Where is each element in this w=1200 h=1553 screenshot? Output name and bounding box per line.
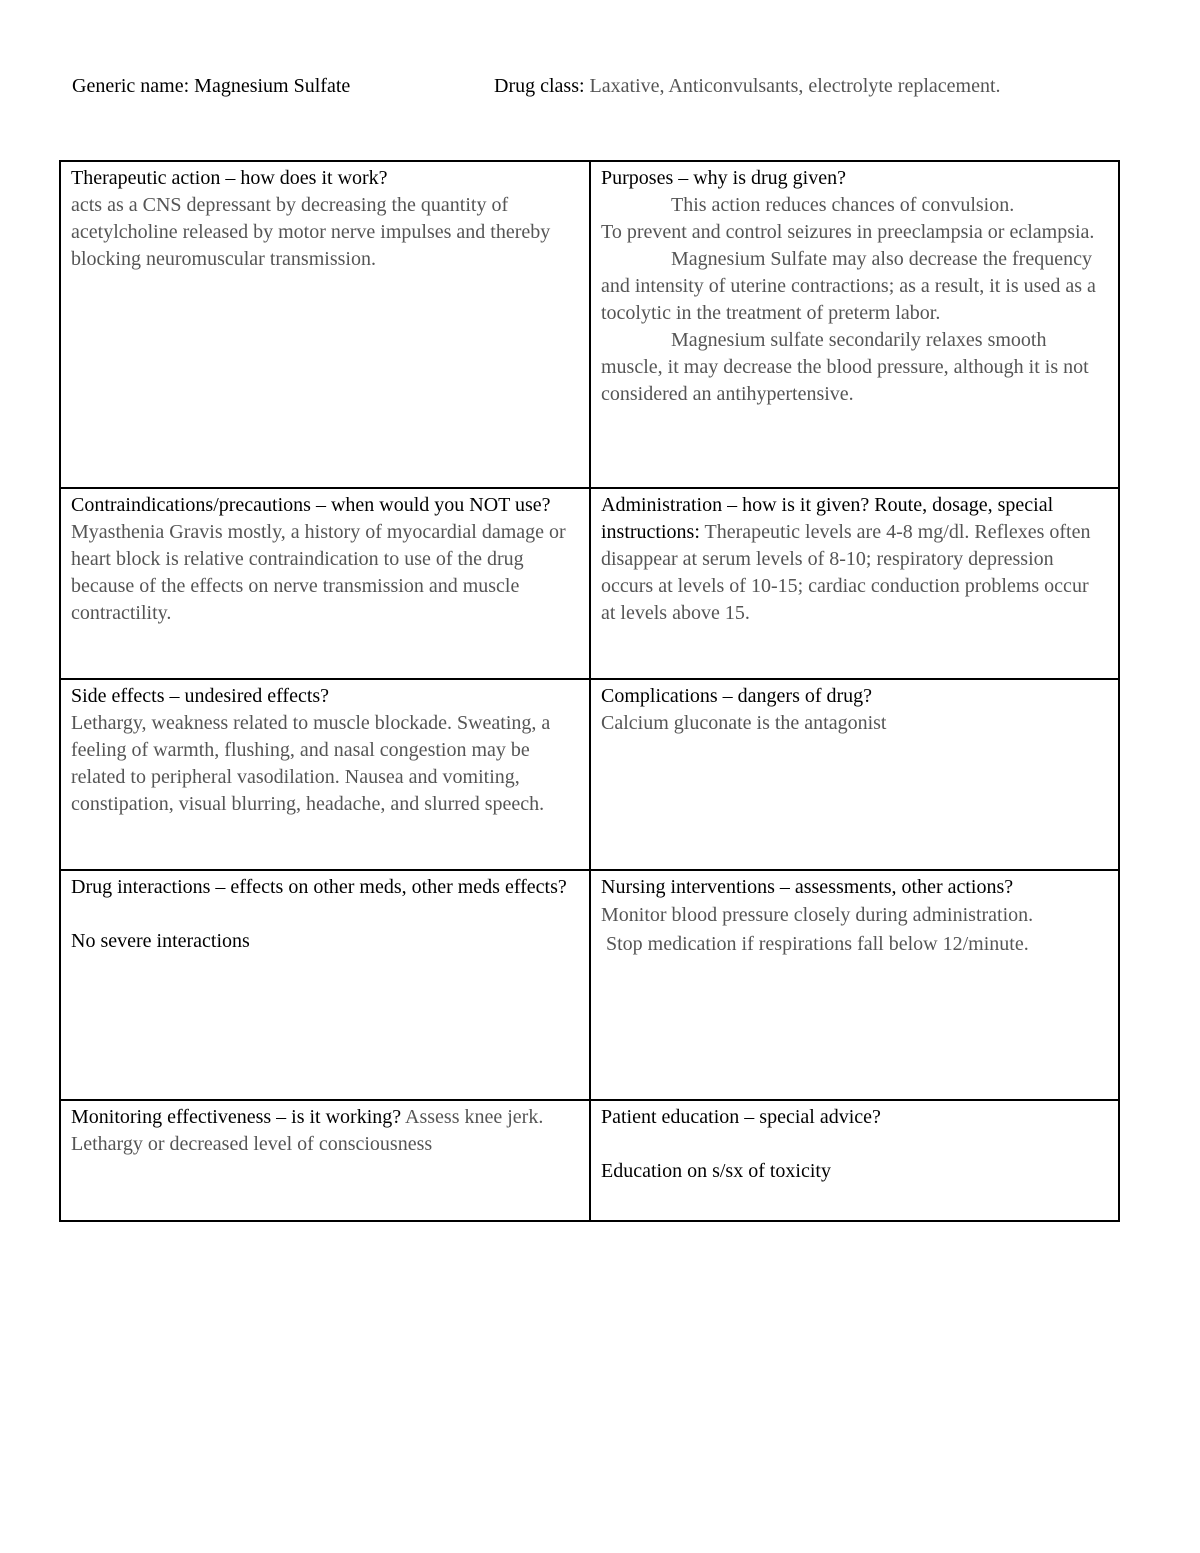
therapeutic-action-cell (60, 161, 590, 488)
spacer (71, 901, 579, 928)
table-row (60, 870, 1119, 1100)
drug-interactions-cell (60, 870, 590, 1100)
administration-cell (590, 488, 1119, 679)
table-row (60, 679, 1119, 870)
table-row (60, 488, 1119, 679)
generic-name-line (72, 75, 350, 97)
spacer (601, 1131, 1108, 1158)
purposes-question: Purposes – why is drug given? (601, 167, 846, 189)
therapeutic-action-question: Therapeutic action – how does it work? (71, 167, 388, 189)
drug-interactions-answer: No severe interactions (71, 930, 250, 952)
drug-interactions-question: Drug interactions – effects on other meds, other meds effects? (71, 876, 567, 898)
patient-education-answer: Education on s/sx of toxicity (601, 1160, 831, 1182)
drug-card-table (59, 160, 1120, 1222)
drug-class-value: Laxative, Anticonvulsants, electrolyte replacement. (589, 75, 1001, 97)
side-effects-cell (60, 679, 590, 870)
monitoring-effectiveness-answer: Assess knee jerk. Lethargy or decreased level of consciousness (71, 1106, 544, 1155)
monitoring-effectiveness-question: Monitoring effectiveness – is it working? (71, 1106, 406, 1128)
side-effects-answer: Lethargy, weakness related to muscle blockade. Sweating, a feeling of warmth, flushing, and nasal congestion may be related to peripheral vasodilation. Nausea and vomiting, constipation, visual blurring, headache, and slurred speech. (71, 712, 551, 815)
side-effects-question: Side effects – undesired effects? (71, 685, 330, 707)
generic-name-label: Generic name: (72, 75, 195, 97)
contraindications-question: Contraindications/precautions – when would you NOT use? (71, 494, 551, 516)
purposes-paragraph-3: Magnesium Sulfate may also decrease the frequency and intensity of uterine contractions; as a result, it is used as a tocolytic in the treatment of preterm labor. (601, 248, 1096, 324)
drug-class-line (494, 72, 1001, 100)
contraindications-cell (60, 488, 590, 679)
table-row (60, 161, 1119, 488)
table-row (60, 1100, 1119, 1221)
purposes-paragraph-2: To prevent and control seizures in preeclampsia or eclampsia. (601, 221, 1095, 243)
purposes-paragraph-4: Magnesium sulfate secondarily relaxes smooth muscle, it may decrease the blood pressure, although it is not considered an antihypertensive. (601, 329, 1089, 405)
nursing-interventions-paragraph-1: Monitor blood pressure closely during administration. (601, 904, 1034, 926)
nursing-interventions-question: Nursing interventions – assessments, other actions? (601, 876, 1014, 898)
monitoring-effectiveness-cell (60, 1100, 590, 1221)
complications-question: Complications – dangers of drug? (601, 685, 873, 707)
purposes-cell (590, 161, 1119, 488)
administration-answer: Therapeutic levels are 4-8 mg/dl. Reflexes often disappear at serum levels of 8-10; respiratory depression occurs at levels of 10-15; cardiac conduction problems occur at levels above 15. (601, 521, 1091, 624)
drug-class-label: Drug class: (494, 75, 590, 97)
nursing-interventions-paragraph-2: Stop medication if respirations fall below 12/minute. (601, 933, 1029, 955)
complications-cell (590, 679, 1119, 870)
patient-education-question: Patient education – special advice? (601, 1106, 881, 1128)
complications-answer: Calcium gluconate is the antagonist (601, 712, 887, 734)
nursing-interventions-cell (590, 870, 1119, 1100)
contraindications-answer: Myasthenia Gravis mostly, a history of myocardial damage or heart block is relative contraindication to use of the drug because of the effects on nerve transmission and muscle contractility. (71, 521, 566, 624)
purposes-paragraph-1: This action reduces chances of convulsion. (671, 194, 1015, 216)
therapeutic-action-answer: acts as a CNS depressant by decreasing the quantity of acetylcholine released by motor nerve impulses and thereby blocking neuromuscular transmission. (71, 194, 551, 270)
patient-education-cell (590, 1100, 1119, 1221)
generic-name-value: Magnesium Sulfate (194, 75, 351, 97)
administration-question: Administration – how is it given? Route, dosage, special instructions: (601, 494, 1054, 543)
document-header (72, 72, 1132, 100)
